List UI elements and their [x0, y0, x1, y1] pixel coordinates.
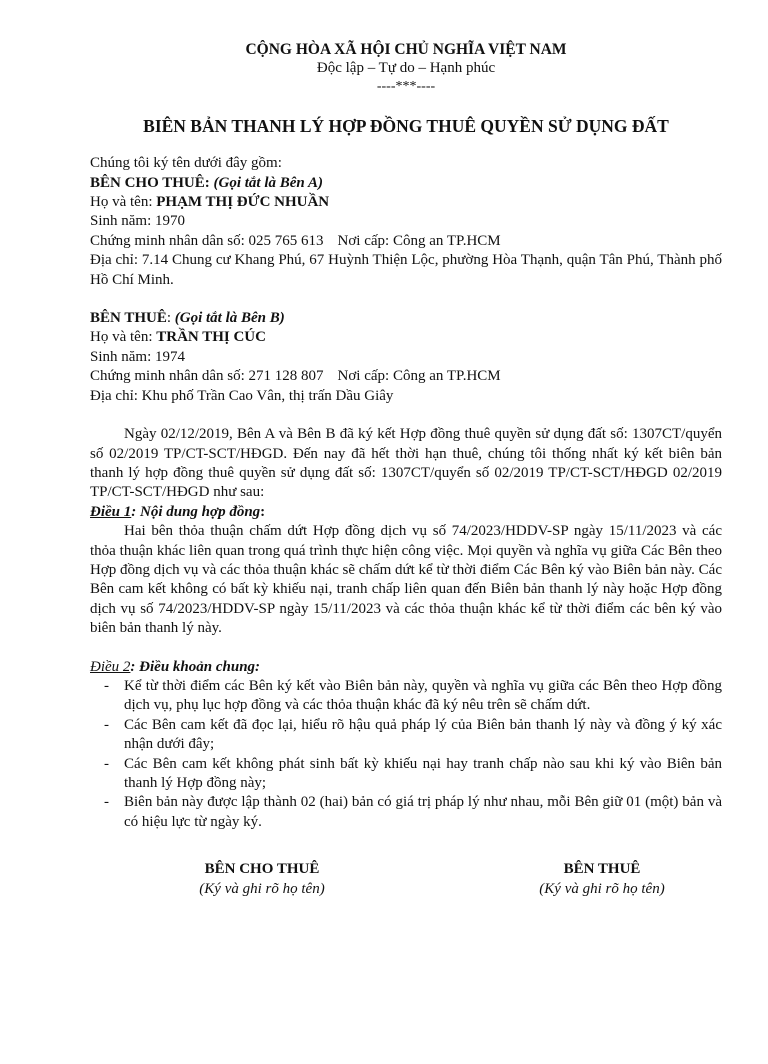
signature-lessee-note: (Ký và ghi rõ họ tên): [539, 880, 665, 897]
party-b-issued: Nơi cấp: Công an TP.HCM: [337, 368, 501, 385]
party-b-section: [90, 309, 722, 406]
document-title: BIÊN BẢN THANH LÝ HỢP ĐỒNG THUÊ QUYỀN SỬ DỤNG ĐẤT: [143, 115, 669, 136]
party-b-birth: Sinh năm: 1974: [90, 348, 186, 365]
signature-block: [90, 860, 722, 899]
party-a-name-label: Họ và tên:: [90, 194, 153, 211]
party-b-heading-note: (Gọi tắt là Bên B): [174, 310, 285, 327]
party-b-name-row: [90, 328, 722, 347]
national-title: CỘNG HÒA XÃ HỘI CHỦ NGHĨA VIỆT NAM: [245, 41, 567, 58]
signature-lessor: [132, 860, 392, 899]
preamble-paragraph: Ngày 02/12/2019, Bên A và Bên B đã ký kết Hợp đồng thuê quyền sử dụng đất số: 1307CT/quyển số 02/2019 TP/CT-SCT/HĐGD. Đến nay đã hết thời hạn thuê, chúng tôi thống nhất ký kết biên bản thanh lý hợp đồng thuê quyền sử dụng đất số: 1307CT/quyển số 02/2019 TP/CT-SCT/HĐGD 02/2019 TP/CT-SCT/HĐGD như sau:: [90, 426, 722, 501]
party-a-heading-label: BÊN CHO THUÊ:: [90, 174, 210, 191]
party-a-name-row: [90, 193, 722, 212]
article-2-label: Điều 2: [90, 658, 131, 675]
party-a-issued: Nơi cấp: Công an TP.HCM: [337, 232, 501, 249]
party-a-address: Địa chỉ: 7.14 Chung cư Khang Phú, 67 Huỳnh Thiện Lộc, phường Hòa Thạnh, quận Tân Phú, Thành phố Hồ Chí Minh.: [90, 252, 722, 288]
party-a-id-row: [90, 232, 722, 251]
party-a-heading-note: (Gọi tắt là Bên A): [213, 174, 323, 191]
list-item: - Các Bên cam kết đã đọc lại, hiểu rõ hậu quả pháp lý của Biên bản thanh lý này và đồng ý ký xác nhận dưới đây;: [104, 716, 722, 755]
party-a-section: [90, 154, 722, 290]
article-2-heading: [90, 658, 722, 677]
document-page: [0, 40, 768, 1064]
party-b-name: TRẦN THỊ CÚC: [156, 329, 266, 346]
party-b-name-label: Họ và tên:: [90, 329, 153, 346]
party-b-id: Chứng minh nhân dân số: 271 128 807: [90, 368, 324, 385]
article-2-terms-list: [90, 677, 722, 832]
article-1-label: Điều 1: [90, 503, 132, 520]
list-item: - Biên bản này được lập thành 02 (hai) bản có giá trị pháp lý như nhau, mỗi Bên giữ 01 (một) bản và có hiệu lực từ ngày ký.: [104, 793, 722, 832]
signature-lessor-note: (Ký và ghi rõ họ tên): [199, 880, 325, 897]
signature-lessee-title: BÊN THUÊ: [563, 861, 641, 878]
national-motto: Độc lập – Tự do – Hạnh phúc: [316, 60, 496, 77]
article-1-body: Hai bên thỏa thuận chấm dứt Hợp đồng dịch vụ số 74/2023/HDDV-SP ngày 15/11/2023 và các thỏa thuận khác liên quan trong quá trình thực hiện công việc. Mọi quyền và nghĩa vụ giữa Các Bên theo Hợp đồng dịch vụ và các thỏa thuận khác sẽ chấm dứt kể từ thời điểm Các Bên ký vào Biên bản này. Các Bên cam kết không có bất kỳ khiếu nại, tranh chấp liên quan đến Biên bản thanh lý này hoặc Hợp đồng dịch vụ số 74/2023/HDDV-SP ngày 15/11/2023 và các thỏa thuận khác kể từ thời điểm các bên ký vào biên bản thanh lý này.: [90, 523, 722, 637]
signature-lessor-title: BÊN CHO THUÊ: [204, 861, 320, 878]
party-a-id: Chứng minh nhân dân số: 025 765 613: [90, 232, 324, 249]
signature-lessee: [472, 860, 732, 899]
party-a-name: PHẠM THỊ ĐỨC NHUẦN: [156, 194, 330, 211]
list-item: - Kể từ thời điểm các Bên ký kết vào Biên bản này, quyền và nghĩa vụ giữa các Bên theo Hợp đồng dịch vụ, phụ lục hợp đồng và các thỏa thuận khác đã ký nêu trên sẽ chấm dứt.: [104, 677, 722, 716]
party-b-heading: [90, 309, 722, 328]
party-b-heading-colon: :: [166, 310, 172, 327]
party-b-id-row: [90, 367, 722, 386]
header-separator: ----***----: [376, 78, 436, 94]
party-a-birth: Sinh năm: 1970: [90, 213, 186, 230]
list-item: - Các Bên cam kết không phát sinh bất kỳ khiếu nại hay tranh chấp nào sau khi ký vào Biên bản thanh lý Hợp đồng này;: [104, 755, 722, 794]
article-1-heading: [90, 503, 722, 522]
party-a-heading: [90, 174, 722, 193]
article-2: [90, 658, 722, 833]
party-b-heading-label: BÊN THUÊ: [90, 310, 167, 327]
article-1: [90, 503, 722, 639]
intro-text: Chúng tôi ký tên dưới đây gồm:: [90, 155, 282, 172]
article-1-colon: :: [260, 503, 266, 520]
party-b-address: Địa chỉ: Khu phố Trần Cao Vân, thị trấn Dầu Giây: [90, 387, 394, 404]
article-1-title: : Nội dung hợp đồng: [131, 503, 261, 520]
article-2-title: : Điều khoản chung:: [130, 658, 261, 675]
